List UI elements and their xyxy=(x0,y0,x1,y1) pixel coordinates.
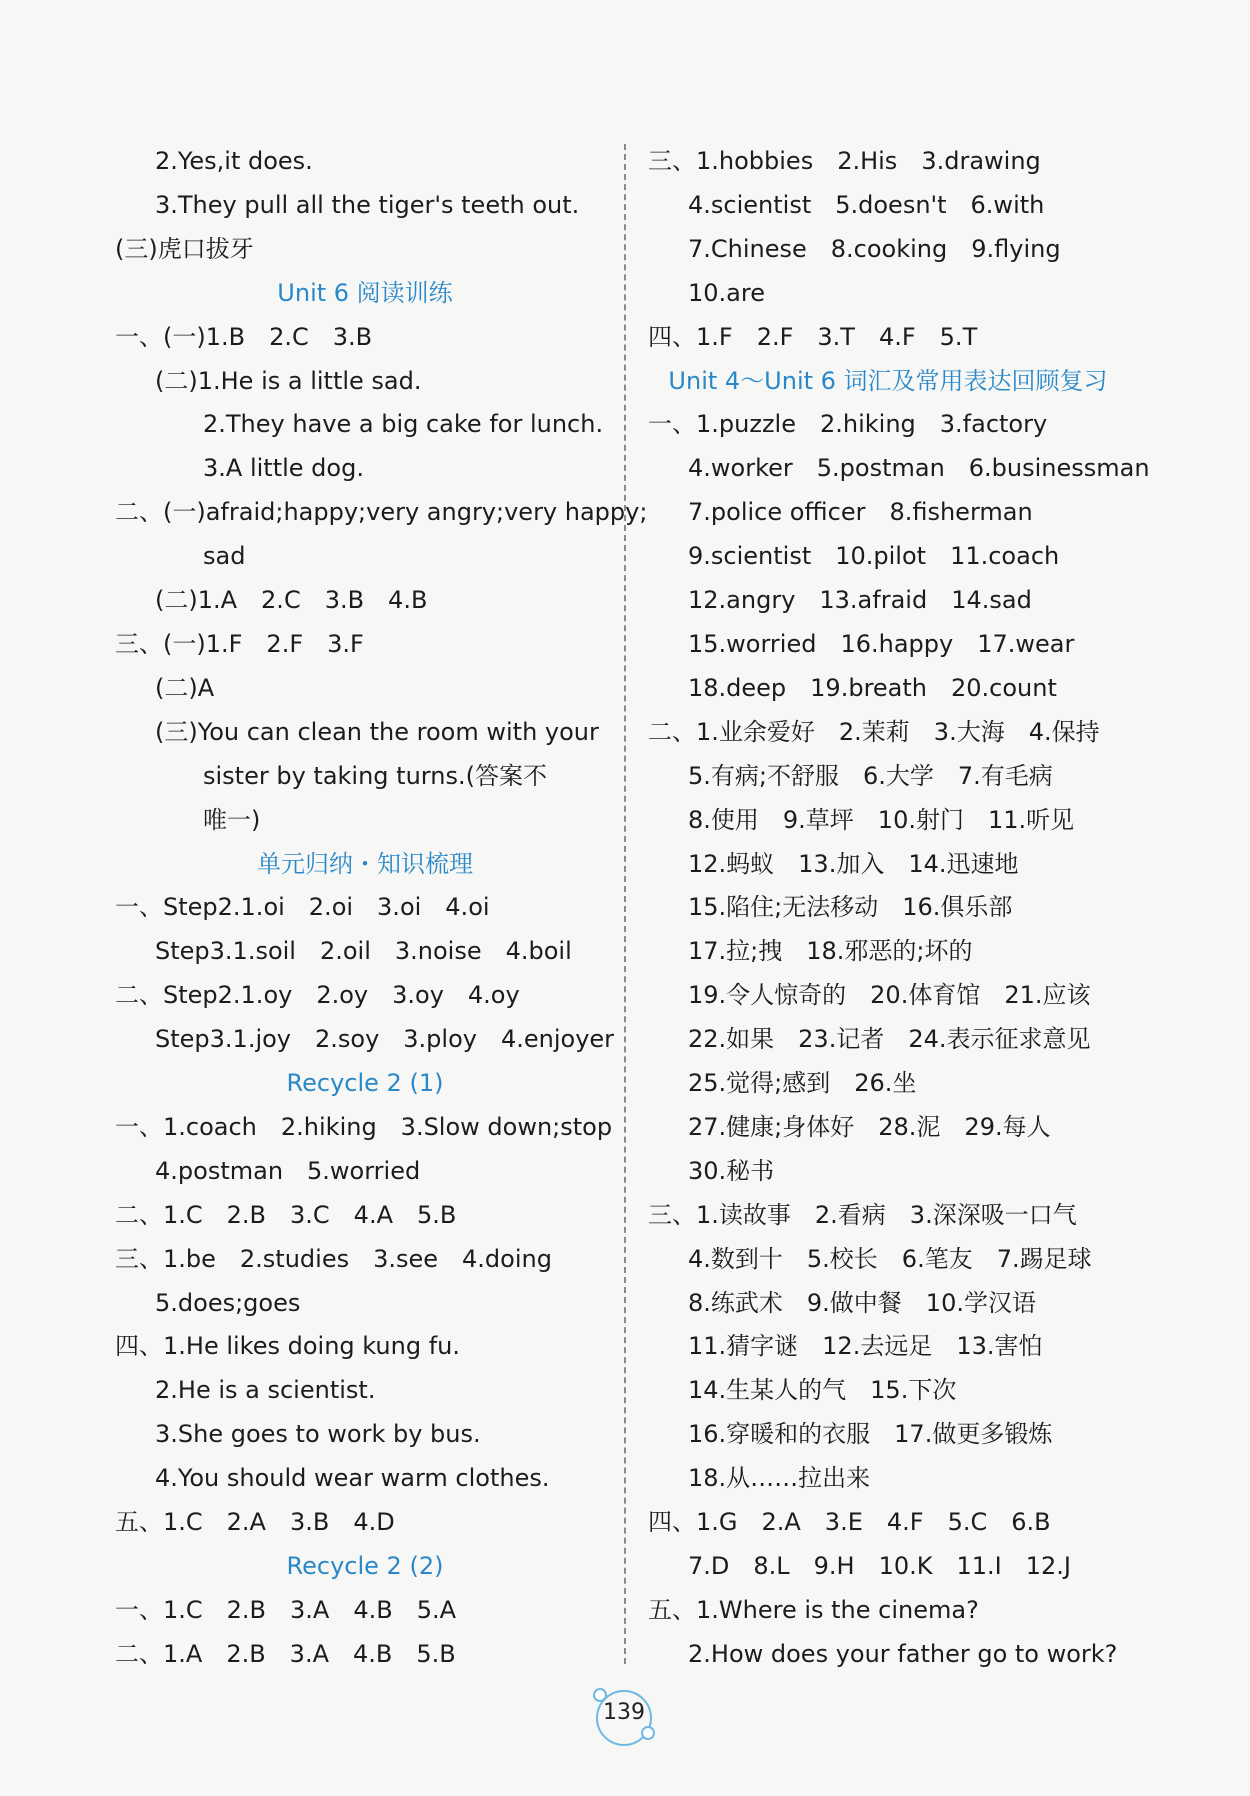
answer-line: Step3.1.joy 2.soy 3.ploy 4.enjoyer xyxy=(155,1025,615,1054)
answer-line: sister by taking turns.(答案不 xyxy=(203,761,547,790)
answer-line: 22.如果 23.记者 24.表示征求意见 xyxy=(688,1025,1091,1054)
answer-line: 三、1.读故事 2.看病 3.深深吸一口气 xyxy=(648,1200,1077,1229)
answer-line: (二)1.A 2.C 3.B 4.B xyxy=(155,586,428,615)
answer-line: 四、1.He likes doing kung fu. xyxy=(115,1332,461,1361)
page-number: 139 xyxy=(603,1700,645,1725)
answer-line: 18.deep 19.breath 20.count xyxy=(688,673,1057,702)
answer-line: 30.秘书 xyxy=(688,1156,775,1185)
answer-line: 三、1.be 2.studies 3.see 4.doing xyxy=(115,1244,552,1273)
section-heading: Recycle 2 (1) xyxy=(286,1069,444,1098)
answer-line: 唯一) xyxy=(203,805,261,834)
answer-line: 2.How does your father go to work? xyxy=(688,1639,1118,1668)
answer-line: 7.Chinese 8.cooking 9.flying xyxy=(688,234,1061,263)
answer-line: 五、1.C 2.A 3.B 4.D xyxy=(115,1508,395,1537)
answer-line: 4.数到十 5.校长 6.笔友 7.踢足球 xyxy=(688,1244,1092,1273)
answer-line: (二)A xyxy=(155,673,215,702)
answer-line: 一、1.puzzle 2.hiking 3.factory xyxy=(648,410,1048,439)
answer-line: 5.does;goes xyxy=(155,1288,301,1317)
answer-line: 12.蚂蚁 13.加入 14.迅速地 xyxy=(688,849,1019,878)
answer-line: 12.angry 13.afraid 14.sad xyxy=(688,586,1032,615)
answer-line: 二、1.A 2.B 3.A 4.B 5.B xyxy=(115,1639,456,1668)
answer-line: 3.She goes to work by bus. xyxy=(155,1420,481,1449)
answer-line: 16.穿暖和的衣服 17.做更多锻炼 xyxy=(688,1420,1053,1449)
answer-line: 8.使用 9.草坪 10.射门 11.听见 xyxy=(688,805,1075,834)
answer-line: 8.练武术 9.做中餐 10.学汉语 xyxy=(688,1288,1036,1317)
answer-line: sad xyxy=(203,542,246,571)
answer-line: 2.He is a scientist. xyxy=(155,1376,376,1405)
column-divider xyxy=(624,144,626,1664)
answer-line: 17.拉;拽 18.邪恶的;坏的 xyxy=(688,937,973,966)
answer-line: 4.worker 5.postman 6.businessman xyxy=(688,454,1150,483)
answer-line: 一、1.coach 2.hiking 3.Slow down;stop xyxy=(115,1112,613,1141)
answer-line: 二、1.业余爱好 2.茉莉 3.大海 4.保持 xyxy=(648,717,1100,746)
answer-line: 27.健康;身体好 28.泥 29.每人 xyxy=(688,1112,1051,1141)
answer-line: 15.陷住;无法移动 16.俱乐部 xyxy=(688,893,1013,922)
answer-line: (三)虎口拔牙 xyxy=(115,234,254,263)
answer-line: (三)You can clean the room with your xyxy=(155,717,599,746)
answer-line: 五、1.Where is the cinema? xyxy=(648,1595,979,1624)
answer-line: 25.觉得;感到 26.坐 xyxy=(688,1069,917,1098)
answer-line: 4.scientist 5.doesn't 6.with xyxy=(688,190,1045,219)
answer-line: 一、(一)1.B 2.C 3.B xyxy=(115,322,373,351)
answer-line: 7.police officer 8.fisherman xyxy=(688,498,1033,527)
answer-column-right xyxy=(648,140,1150,1677)
section-heading: Unit 4～Unit 6 词汇及常用表达回顾复习 xyxy=(668,366,1108,395)
page-ring-dot xyxy=(641,1726,655,1740)
answer-line: 4.You should wear warm clothes. xyxy=(155,1464,550,1493)
answer-line: 2.Yes,it does. xyxy=(155,147,313,175)
answer-line: 四、1.G 2.A 3.E 4.F 5.C 6.B xyxy=(648,1508,1051,1537)
answer-line: 4.postman 5.worried xyxy=(155,1156,421,1185)
answer-line: 四、1.F 2.F 3.T 4.F 5.T xyxy=(648,322,978,351)
answer-line: 15.worried 16.happy 17.wear xyxy=(688,629,1075,658)
answer-line: 三、1.hobbies 2.His 3.drawing xyxy=(648,147,1041,175)
section-heading: 单元归纳・知识梳理 xyxy=(257,849,473,878)
answer-line: 19.令人惊奇的 20.体育馆 21.应该 xyxy=(688,981,1091,1010)
answer-line: 10.are xyxy=(688,278,765,307)
answer-line: 9.scientist 10.pilot 11.coach xyxy=(688,542,1060,571)
answer-line: 二、(一)afraid;happy;very angry;very happy; xyxy=(115,498,648,527)
answer-line: 3.A little dog. xyxy=(203,454,364,483)
answer-line: 11.猜字谜 12.去远足 13.害怕 xyxy=(688,1332,1043,1361)
answer-line: 5.有病;不舒服 6.大学 7.有毛病 xyxy=(688,761,1053,790)
answer-column-left xyxy=(115,140,648,1677)
answer-line: 二、1.C 2.B 3.C 4.A 5.B xyxy=(115,1200,457,1229)
answer-line: (二)1.He is a little sad. xyxy=(155,366,422,395)
answer-line: 3.They pull all the tiger's teeth out. xyxy=(155,190,580,219)
answer-line: 三、(一)1.F 2.F 3.F xyxy=(115,629,364,658)
answer-line: 二、Step2.1.oy 2.oy 3.oy 4.oy xyxy=(115,981,520,1010)
section-heading: Recycle 2 (2) xyxy=(286,1552,444,1580)
answer-line: 7.D 8.L 9.H 10.K 11.I 12.J xyxy=(688,1552,1071,1580)
section-heading: Unit 6 阅读训练 xyxy=(277,278,453,307)
answer-line: 14.生某人的气 15.下次 xyxy=(688,1376,957,1405)
answer-line: 18.从……拉出来 xyxy=(688,1464,871,1493)
answer-line: 一、Step2.1.oi 2.oi 3.oi 4.oi xyxy=(115,893,490,922)
answer-line: 一、1.C 2.B 3.A 4.B 5.A xyxy=(115,1595,457,1624)
answer-line: Step3.1.soil 2.oil 3.noise 4.boil xyxy=(155,937,572,966)
answer-line: 2.They have a big cake for lunch. xyxy=(203,410,604,439)
